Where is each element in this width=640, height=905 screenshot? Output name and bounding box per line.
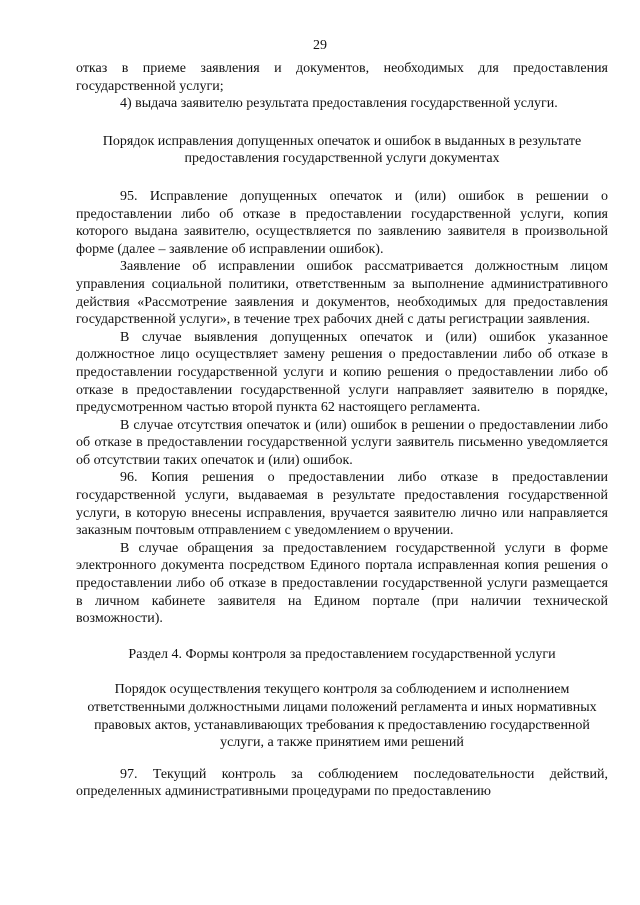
section-heading-corrections: Порядок исправления допущенных опечаток и ошибок в выданных в результате предоставления государственной услуги документах	[102, 133, 582, 167]
paragraph-review: Заявление об исправлении ошибок рассматривается должностным лицом управления социальной политики, ответственным за выполнение административного действия «Рассмотрение заявления и документов, необходимых для предоставления государственной услуги», в течение трех рабочих дней с даты регистрации заявления.	[76, 259, 608, 328]
page-number: 29	[313, 38, 327, 53]
paragraph-continuation: отказ в приеме заявления и документов, необходимых для предоставления государственной услуги;	[76, 61, 608, 94]
section-4-title: Раздел 4. Формы контроля за предоставлением государственной услуги	[128, 646, 556, 662]
subsection-heading-control: Порядок осуществления текущего контроля за соблюдением и исполнением ответственными должностными лицами положений регламента и иных нормативных правовых актов, устанавливающих требования к предоставлению государственной услуги, а также принятием ими решений	[87, 682, 597, 751]
paragraph-97: 97. Текущий контроль за соблюдением последовательности действий, определенных административными процедурами по предоставлению	[76, 766, 608, 800]
paragraph-no-errors: В случае отсутствия опечаток и (или) ошибок в решении о предоставлении либо об отказе в предоставлении государственной услуги заявитель письменно уведомляется об отсутствии таких опечаток и (или) ошибок.	[76, 417, 608, 468]
paragraph-95: 95. Исправление допущенных опечаток и (или) ошибок в решении о предоставлении либо об отказе в предоставлении государственной услуги, копия которого выдана заявителю, осуществляется по заявлению заявителя в произвольной форме (далее – заявление об исправлении ошибок).	[76, 188, 608, 257]
document-body	[76, 60, 608, 801]
list-item-4: 4) выдача заявителю результата предоставления государственной услуги.	[120, 96, 558, 112]
paragraph-replacement: В случае выявления допущенных опечаток и (или) ошибок указанное должностное лицо осуществляет замену решения о предоставлении либо об отказе в предоставлении государственной услуги и копию решения о предоставлении либо об отказе в предоставлении государственной услуги направляет заявителю в порядке, предусмотренном частью второй пункта 62 настоящего регламента.	[76, 329, 608, 416]
paragraph-96: 96. Копия решения о предоставлении либо отказе в предоставлении государственной услуги, выдаваемая в результате предоставления государственной услуги, в которую внесены исправления, вручается заявителю лично или направляется заказным почтовым отправлением с уведомлением о вручении.	[76, 470, 608, 539]
paragraph-electronic: В случае обращения за предоставлением государственной услуги в форме электронного документа посредством Единого портала исправленная копия решения о предоставлении либо об отказе в предоставлении государственной услуги размещается в личном кабинете заявителя на Едином портале (при наличии технической возможности).	[76, 540, 608, 627]
